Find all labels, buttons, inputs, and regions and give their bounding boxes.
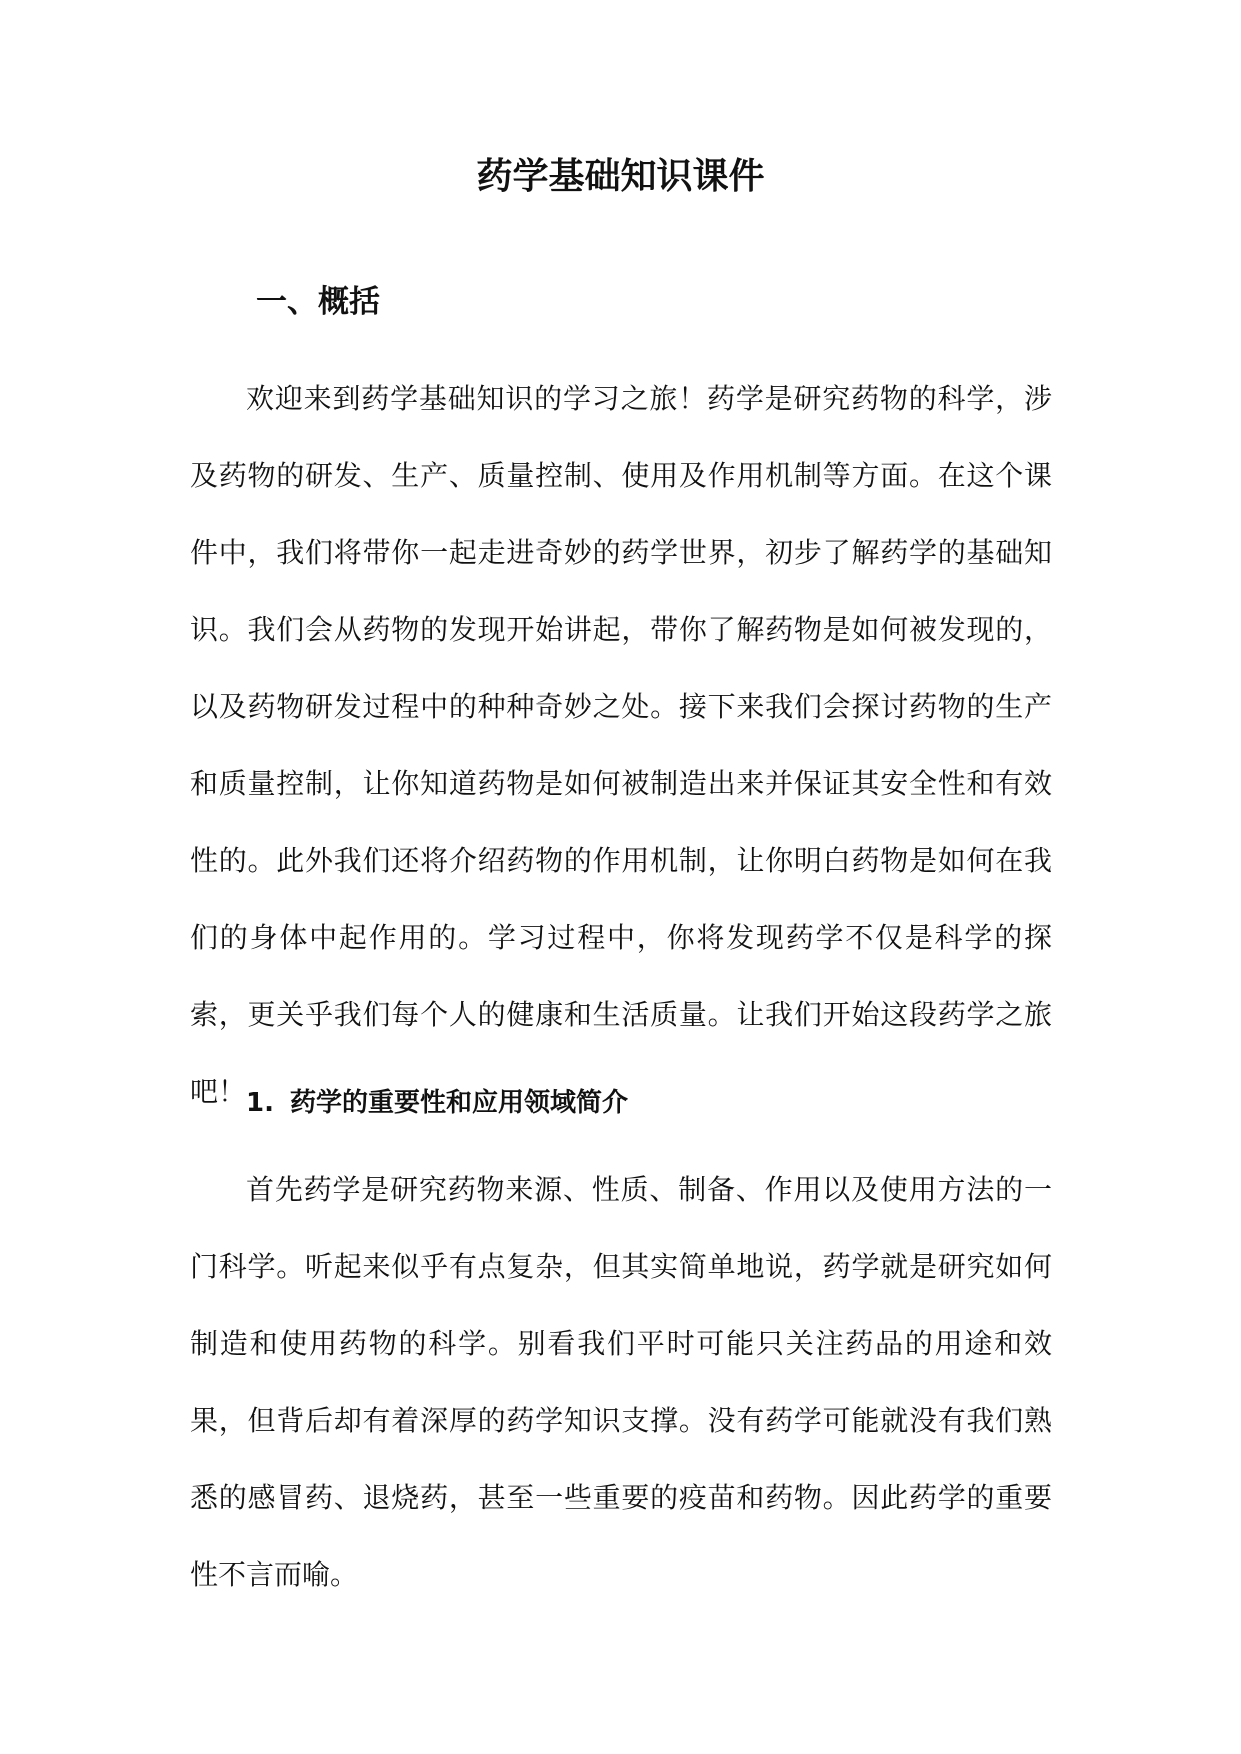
section-heading-text: 药学的重要性和应用领域简介 [289, 1088, 628, 1118]
overview-paragraph: 欢迎来到药学基础知识的学习之旅！药学是研究药物的科学，涉及药物的研发、生产、质量控制、使用及作用机制等方面。在这个课件中，我们将带你一起走进奇妙的药学世界，初步了解药学的基础知识。我们会从药物的发现开始讲起，带你了解药物是如何被发现的，以及药物研发过程中的种种奇妙之处。接下来我们会探讨药物的生产和质量控制，让你知道药物是如何被制造出来并保证其安全性和有效性的。此外我们还将介绍药物的作用机制，让你明白药物是如何在我们的身体中起作用的。学习过程中，你将发现药学不仅是科学的探索，更关乎我们每个人的健康和生活质量。让我们开始这段药学之旅吧！ [190, 382, 1052, 1108]
section-heading-importance [246, 1083, 628, 1123]
document-title: 药学基础知识课件 [476, 156, 765, 197]
importance-paragraph: 首先药学是研究药物来源、性质、制备、作用以及使用方法的一门科学。听起来似乎有点复杂，但其实简单地说，药学就是研究如何制造和使用药物的科学。别看我们平时可能只关注药品的用途和效果，但背后却有着深厚的药学知识支撑。没有药学可能就没有我们熟悉的感冒药、退烧药，甚至一些重要的疫苗和药物。因此药学的重要性不言而喻。 [190, 1173, 1052, 1591]
section-heading-overview: 一、概括 [256, 284, 380, 320]
section-number: 1. [246, 1088, 274, 1118]
